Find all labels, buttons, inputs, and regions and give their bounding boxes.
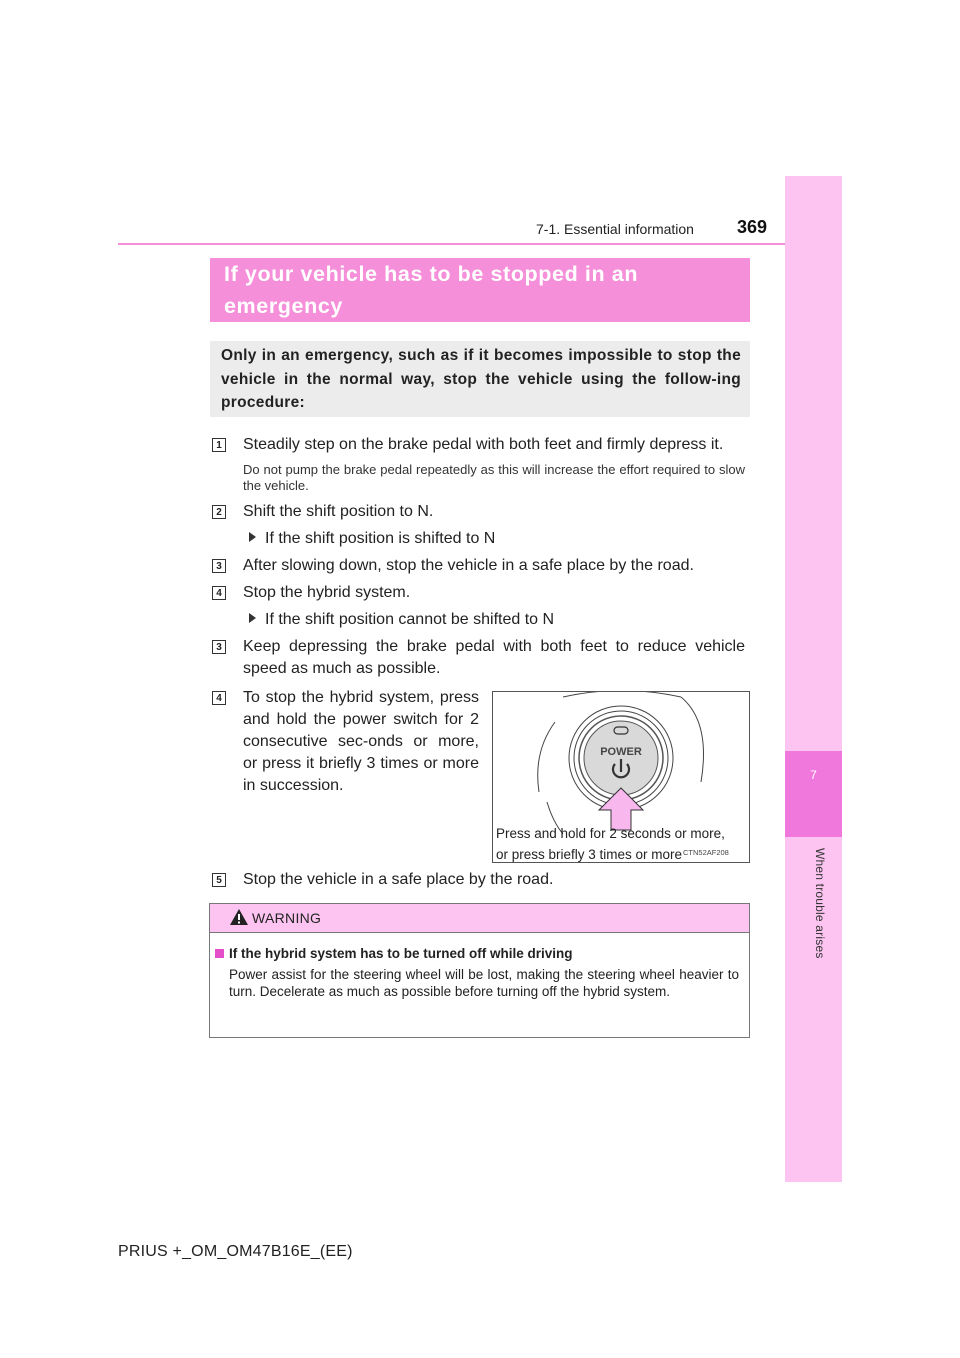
condition-heading (249, 609, 554, 631)
step-text: After slowing down, stop the vehicle in a safe place by the road. (243, 557, 694, 574)
warning-heading-text: If the hybrid system has to be turned off while driving (229, 946, 573, 961)
step-number: 3 (212, 640, 226, 654)
dashboard-arc-top (563, 692, 681, 697)
step-number: 5 (212, 873, 226, 887)
illustration-caption-line1: Press and hold for 2 seconds or more, (496, 826, 725, 841)
section-title-line1: If your vehicle has to be stopped in an (224, 262, 639, 286)
page-number: 369 (737, 217, 768, 237)
section-label: 7-1. Essential information (536, 221, 694, 237)
side-tab-chapter-marker (785, 751, 842, 837)
footer-document-code: PRIUS +_OM_OM47B16E_(EE) (118, 1243, 353, 1260)
illustration-code: CTN52AF208 (683, 848, 729, 857)
triangle-bullet-icon (249, 532, 256, 542)
illustration-caption (496, 823, 725, 865)
step-number: 4 (212, 691, 226, 705)
step-text: Stop the vehicle in a safe place by the road. (243, 871, 554, 888)
side-tab-top (785, 176, 842, 751)
warning-label: WARNING (252, 910, 322, 926)
step-text: Stop the hybrid system. (243, 584, 411, 601)
condition-heading (249, 528, 495, 550)
step-number: 2 (212, 505, 226, 519)
step-text: Shift the shift position to N. (243, 503, 434, 520)
step-number: 4 (212, 586, 226, 600)
step-note: Do not pump the brake pedal repeatedly as this will increase the effort required to slow the vehicle. (243, 462, 745, 493)
section-title (224, 260, 744, 321)
dashboard-arc-left (538, 722, 555, 792)
step-text: Keep depressing the brake pedal with both feet to reduce vehicle speed as much as possible. (243, 638, 745, 677)
chapter-number: 7 (810, 768, 817, 782)
condition-text: If the shift position cannot be shifted to N (265, 611, 555, 628)
step-number: 1 (212, 438, 226, 452)
chapter-title: When trouble arises (813, 848, 827, 959)
header-rule (118, 243, 842, 245)
warning-heading (215, 946, 573, 961)
step-text: To stop the hybrid system, press and hold the power switch for 2 consecutive sec-onds or more, or press it briefly 3 times or more in succession. (243, 689, 479, 794)
warning-body: Power assist for the steering wheel will be lost, making the steering wheel heavier to turn. Decelerate as much as possible before turning off the hybrid system. (229, 967, 739, 999)
condition-text: If the shift position is shifted to N (265, 530, 496, 547)
power-button-face (584, 721, 658, 795)
triangle-bullet-icon (249, 613, 256, 623)
section-title-line2: emergency (224, 294, 343, 318)
step-number: 3 (212, 559, 226, 573)
illustration-caption-line2: or press briefly 3 times or more (496, 847, 683, 862)
intro-text: Only in an emergency, such as if it becomes impossible to stop the vehicle in the normal way, stop the vehicle using the follow-ing procedure: (221, 347, 741, 411)
square-bullet-icon (215, 949, 224, 958)
dashboard-arc-right (681, 697, 704, 782)
power-button-label: POWER (600, 746, 642, 758)
warning-icon (229, 908, 249, 926)
step-text: Steadily step on the brake pedal with both feet and firmly depress it. (243, 436, 724, 453)
